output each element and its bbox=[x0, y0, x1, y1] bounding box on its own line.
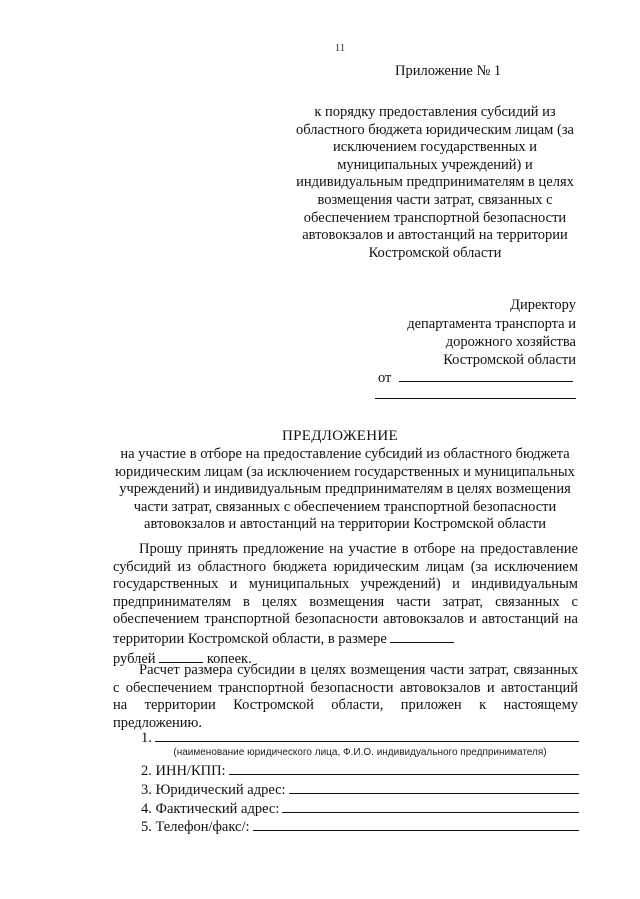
field-1-label: 1. bbox=[141, 730, 152, 746]
addressee-line-1: Директору bbox=[510, 297, 576, 313]
paragraph-request-text: Прошу принять предложение на участие в отборе на предоставление субсидий из областного бюджета юридическим лицам (за исключением государственных и муниципальных учреждений) и индивидуальным предпринимателям в целях возмещения части затрат, связанных с обеспечением транспортной безопасности автовокзалов и автостанций на территории Костромской области, в размере bbox=[113, 541, 578, 647]
field-3-row bbox=[141, 781, 579, 801]
page-number: 11 bbox=[334, 42, 346, 54]
amount-rub-blank[interactable] bbox=[390, 629, 454, 643]
field-5-label: 5. Телефон/факс/: bbox=[141, 819, 250, 835]
from-blank-2[interactable] bbox=[375, 398, 576, 399]
field-1-blank[interactable] bbox=[155, 729, 579, 742]
proposal-title: ПРЕДЛОЖЕНИЕ bbox=[282, 428, 398, 444]
field-2-blank[interactable] bbox=[229, 762, 579, 775]
amount-kop-blank[interactable] bbox=[159, 649, 203, 663]
paragraph-calculation: Расчет размера субсидии в целях возмещения части затрат, связанных с обеспечением транспортной безопасности автовокзалов и автостанций на территории Костромской области, приложен к настоящему предложению. bbox=[113, 662, 578, 731]
appendix-title: Приложение № 1 bbox=[395, 63, 502, 79]
field-4-blank[interactable] bbox=[282, 800, 579, 813]
from-label: от bbox=[378, 370, 392, 386]
field-3-label: 3. Юридический адрес: bbox=[141, 782, 286, 798]
proposal-subtitle: на участие в отборе на предоставление субсидий из областного бюджета юридическим лицам (за исключением государственных и муниципальных учреждений) и индивидуальным предпринимателям в целях возмещения части затрат, связанных с обеспечением транспортной безопасности автовокзалов и автостанций на территории Костромской области bbox=[115, 446, 575, 533]
addressee-line-2: департамента транспорта и bbox=[407, 316, 576, 332]
appendix-body: к порядку предоставления субсидий из областного бюджета юридическим лицам (за исключением государственных и муниципальных учреждений) и индивидуальным предпринимателям в целях возмещения части затрат, связанных с обеспечением транспортной безопасности автовокзалов и автостанций на территории Костромской области bbox=[296, 104, 574, 261]
paragraph-request bbox=[113, 541, 578, 668]
from-blank[interactable] bbox=[399, 368, 573, 382]
field-4-row bbox=[141, 800, 579, 820]
addressee-line-3: дорожного хозяйства bbox=[445, 334, 576, 350]
field-2-row bbox=[141, 762, 579, 782]
field-2-label: 2. ИНН/КПП: bbox=[141, 763, 226, 779]
kop-label: копеек. bbox=[206, 650, 252, 667]
field-1-row bbox=[141, 729, 579, 749]
field-1-hint: (наименование юридического лица, Ф.И.О. индивидуального предпринимателя) bbox=[173, 747, 547, 758]
field-4-label: 4. Фактический адрес: bbox=[141, 801, 280, 817]
addressee-line-4: Костромской области bbox=[443, 352, 576, 368]
from-field bbox=[378, 368, 573, 387]
rub-label: рублей bbox=[113, 650, 156, 667]
field-3-blank[interactable] bbox=[289, 781, 579, 794]
field-5-row bbox=[141, 818, 579, 838]
field-5-blank[interactable] bbox=[253, 818, 579, 831]
